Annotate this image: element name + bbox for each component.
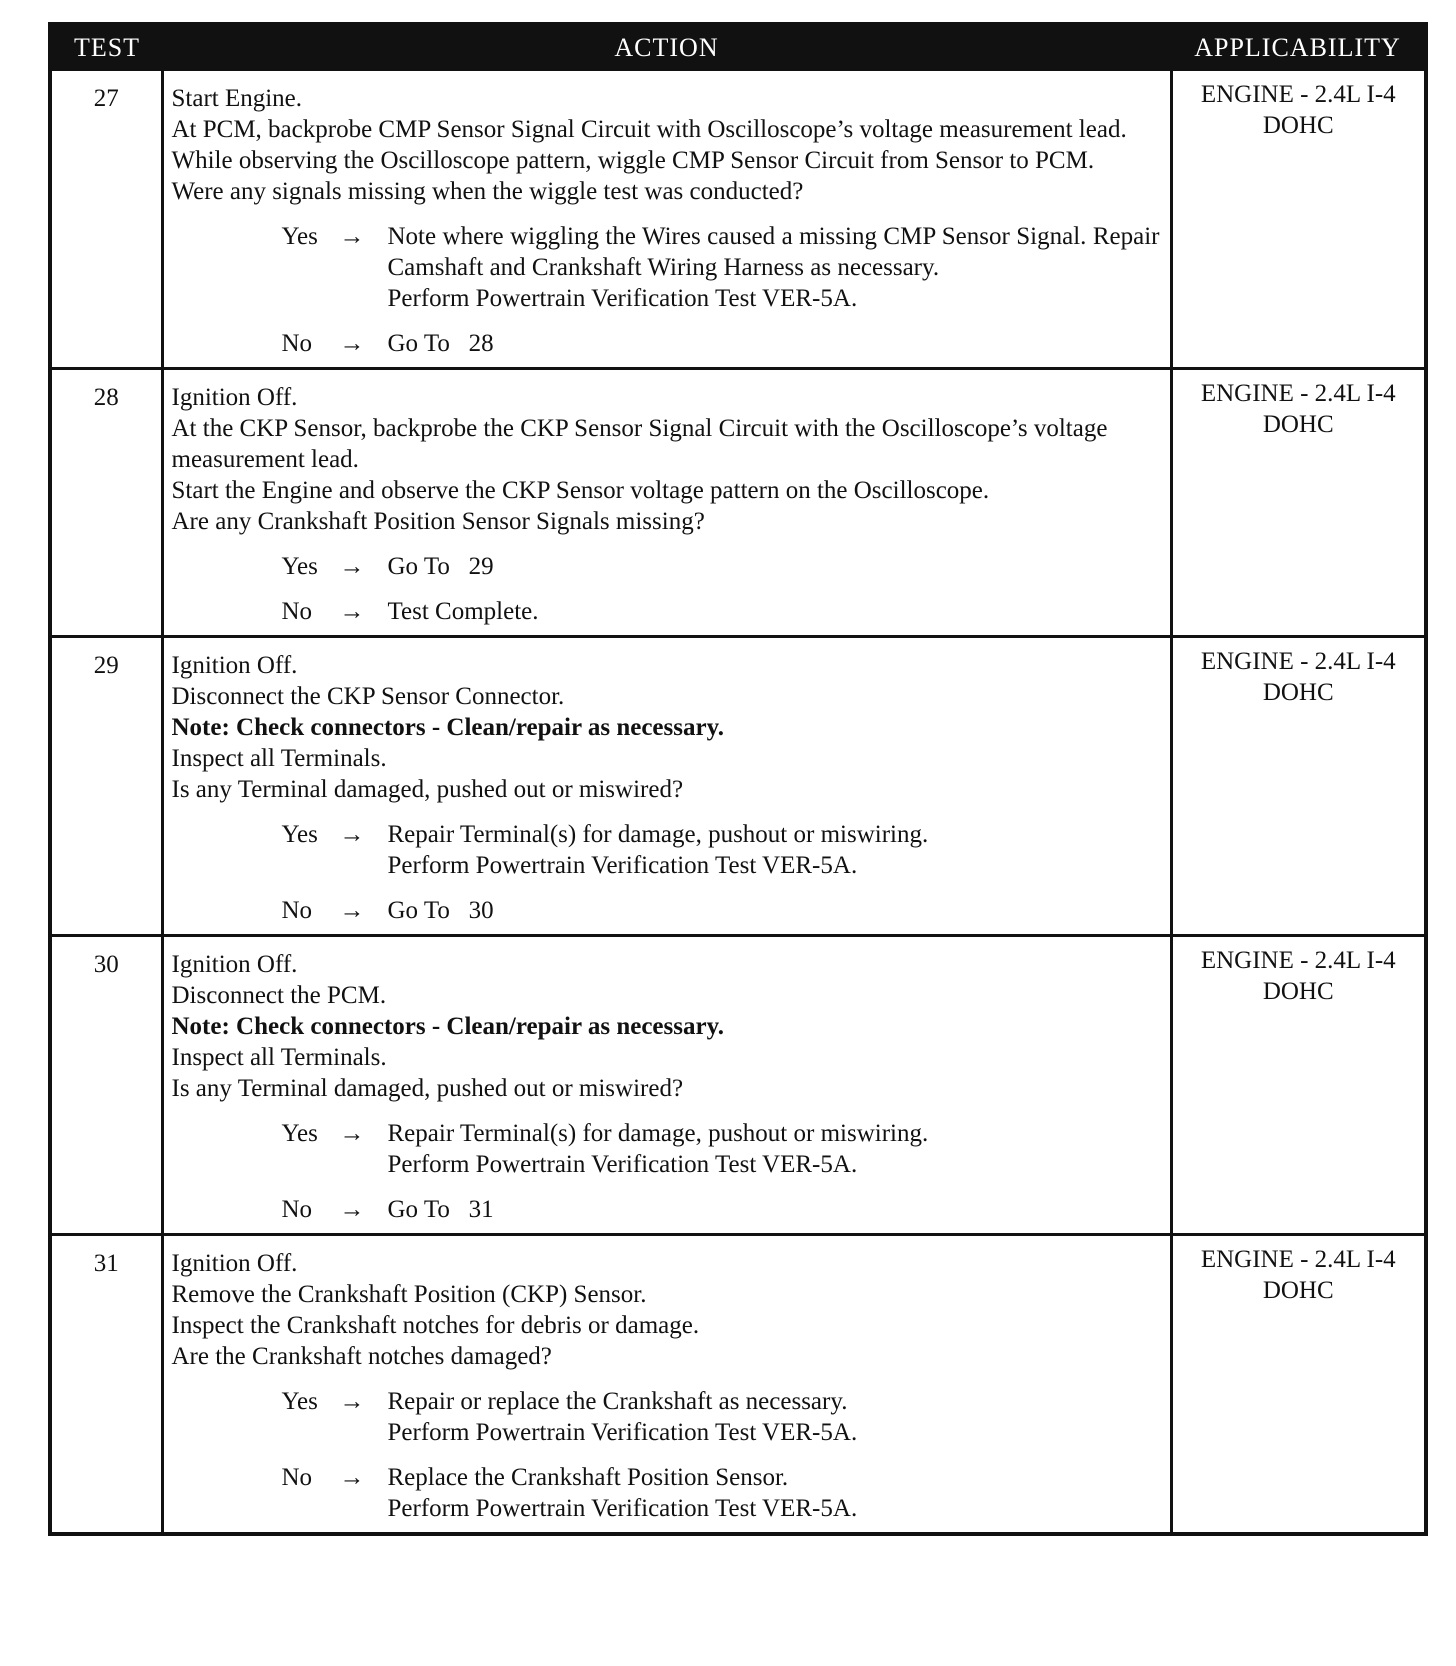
diagnostic-procedure-page — [48, 22, 1428, 1536]
arrow-right-icon: → — [339, 223, 365, 250]
answer-label: Yes — [281, 1388, 318, 1415]
outcome-line: Replace the Crankshaft Position Sensor. — [387, 1464, 789, 1491]
test-applicability — [1171, 70, 1426, 369]
answer-no — [282, 1194, 1160, 1225]
answer-label: No — [281, 1464, 313, 1491]
answer-no — [282, 328, 1160, 359]
action-step: Remove the Crankshaft Position (CKP) Sensor. — [171, 1281, 647, 1308]
answer-outcomes — [388, 596, 1160, 627]
applicability-line: DOHC — [1262, 679, 1334, 706]
action-step: At the CKP Sensor, backprobe the CKP Sensor Signal Circuit with the Oscilloscope’s voltage measurement lead. — [171, 415, 1108, 473]
action-step: Are any Crankshaft Position Sensor Signals missing? — [171, 508, 705, 535]
answer-outcomes — [388, 1386, 1160, 1448]
answer-outcomes — [387, 221, 1166, 314]
applicability-line: ENGINE - 2.4L I-4 — [1200, 947, 1396, 974]
answer-outcomes — [388, 895, 1160, 926]
arrow-right-icon: → — [339, 1464, 365, 1491]
header-action: ACTION — [162, 24, 1171, 70]
answer-label: Yes — [281, 223, 318, 250]
action-step: Start Engine. — [171, 85, 303, 112]
test-action — [162, 70, 1171, 369]
action-step: Were any signals missing when the wiggle test was conducted? — [171, 178, 804, 205]
test-rows — [50, 70, 1426, 1535]
action-step: Ignition Off. — [171, 951, 298, 978]
arrow-right-icon: → — [339, 330, 365, 357]
action-step: Ignition Off. — [171, 384, 298, 411]
test-action — [162, 637, 1171, 936]
test-row — [50, 1235, 1426, 1535]
test-action — [162, 936, 1171, 1235]
action-step: While observing the Oscilloscope pattern, wiggle CMP Sensor Circuit from Sensor to PCM. — [171, 147, 1095, 174]
applicability-line: DOHC — [1262, 978, 1334, 1005]
outcome-line: Go To 31 — [387, 1196, 494, 1223]
outcome-line: Repair Terminal(s) for damage, pushout or miswiring. — [387, 821, 929, 848]
answer-no — [282, 895, 1160, 926]
applicability-line: DOHC — [1262, 411, 1334, 438]
answer-yes — [282, 1118, 1160, 1180]
answer-outcomes — [388, 1462, 1160, 1524]
applicability-line: DOHC — [1262, 1277, 1334, 1304]
arrow-right-icon: → — [339, 897, 365, 924]
applicability-line: ENGINE - 2.4L I-4 — [1200, 648, 1396, 675]
arrow-right-icon: → — [339, 1120, 365, 1147]
arrow-right-icon: → — [339, 1196, 365, 1223]
answer-outcomes — [388, 328, 1160, 359]
table-header-row — [50, 24, 1426, 70]
test-number: 27 — [50, 70, 162, 369]
action-note: Note: Check connectors - Clean/repair as necessary. — [171, 1013, 724, 1040]
answer-outcomes — [388, 819, 1160, 881]
test-applicability — [1171, 637, 1426, 936]
outcome-line: Go To 29 — [387, 553, 494, 580]
answer-yes — [282, 551, 1160, 582]
applicability-line: ENGINE - 2.4L I-4 — [1200, 81, 1396, 108]
arrow-right-icon: → — [339, 1388, 365, 1415]
arrow-right-icon: → — [339, 598, 365, 625]
outcome-line: Perform Powertrain Verification Test VER-5A. — [387, 852, 858, 879]
outcome-line: Perform Powertrain Verification Test VER-5A. — [387, 1495, 858, 1522]
outcome-line: Repair or replace the Crankshaft as necessary. — [387, 1388, 848, 1415]
answer-yes — [282, 1386, 1160, 1448]
test-number: 30 — [50, 936, 162, 1235]
test-number: 28 — [50, 369, 162, 637]
outcome-line: Perform Powertrain Verification Test VER-5A. — [387, 1151, 858, 1178]
answer-label: Yes — [281, 1120, 318, 1147]
action-step: Are the Crankshaft notches damaged? — [171, 1343, 552, 1370]
test-action — [162, 369, 1171, 637]
outcome-line: Go To 28 — [387, 330, 494, 357]
answer-label: Yes — [281, 553, 318, 580]
answer-yes — [282, 819, 1160, 881]
action-step: At PCM, backprobe CMP Sensor Signal Circuit with Oscilloscope’s voltage measurement lead. — [171, 116, 1127, 143]
applicability-line: DOHC — [1262, 112, 1334, 139]
test-number: 31 — [50, 1235, 162, 1535]
action-note: Note: Check connectors - Clean/repair as necessary. — [171, 714, 724, 741]
outcome-line: Test Complete. — [387, 598, 539, 625]
test-applicability — [1171, 369, 1426, 637]
answer-label: No — [281, 897, 313, 924]
answer-yes — [281, 221, 1166, 314]
answer-label: No — [281, 330, 313, 357]
answer-outcomes — [388, 551, 1160, 582]
test-row — [50, 369, 1426, 637]
diagnostic-test-table — [48, 22, 1428, 1536]
test-applicability — [1171, 1235, 1426, 1535]
outcome-line: Note where wiggling the Wires caused a missing CMP Sensor Signal. Repair Camshaft and Crankshaft Wiring Harness as necessary. — [387, 223, 1166, 281]
action-step: Inspect the Crankshaft notches for debris or damage. — [171, 1312, 700, 1339]
outcome-line: Repair Terminal(s) for damage, pushout or miswiring. — [387, 1120, 929, 1147]
test-number: 29 — [50, 637, 162, 936]
answer-label: No — [281, 1196, 313, 1223]
applicability-line: ENGINE - 2.4L I-4 — [1200, 1246, 1396, 1273]
action-step: Is any Terminal damaged, pushed out or miswired? — [171, 776, 684, 803]
answer-outcomes — [388, 1118, 1160, 1180]
test-row — [50, 936, 1426, 1235]
action-step: Ignition Off. — [171, 1250, 298, 1277]
applicability-line: ENGINE - 2.4L I-4 — [1200, 380, 1396, 407]
action-step: Disconnect the CKP Sensor Connector. — [171, 683, 565, 710]
action-step: Inspect all Terminals. — [171, 1044, 387, 1071]
header-test: TEST — [50, 24, 162, 70]
test-action — [162, 1235, 1171, 1535]
outcome-line: Perform Powertrain Verification Test VER-5A. — [387, 1419, 858, 1446]
answer-no — [282, 1462, 1160, 1524]
action-step: Is any Terminal damaged, pushed out or miswired? — [171, 1075, 684, 1102]
action-step: Ignition Off. — [171, 652, 298, 679]
action-step: Disconnect the PCM. — [171, 982, 387, 1009]
test-row — [50, 70, 1426, 369]
test-applicability — [1171, 936, 1426, 1235]
answer-label: No — [281, 598, 313, 625]
arrow-right-icon: → — [339, 821, 365, 848]
test-row — [50, 637, 1426, 936]
header-applicability: APPLICABILITY — [1171, 24, 1426, 70]
action-step: Start the Engine and observe the CKP Sensor voltage pattern on the Oscilloscope. — [171, 477, 990, 504]
action-step: Inspect all Terminals. — [171, 745, 387, 772]
arrow-right-icon: → — [339, 553, 365, 580]
answer-outcomes — [388, 1194, 1160, 1225]
answer-label: Yes — [281, 821, 318, 848]
outcome-line: Perform Powertrain Verification Test VER-5A. — [387, 285, 858, 312]
answer-no — [282, 596, 1160, 627]
outcome-line: Go To 30 — [387, 897, 494, 924]
